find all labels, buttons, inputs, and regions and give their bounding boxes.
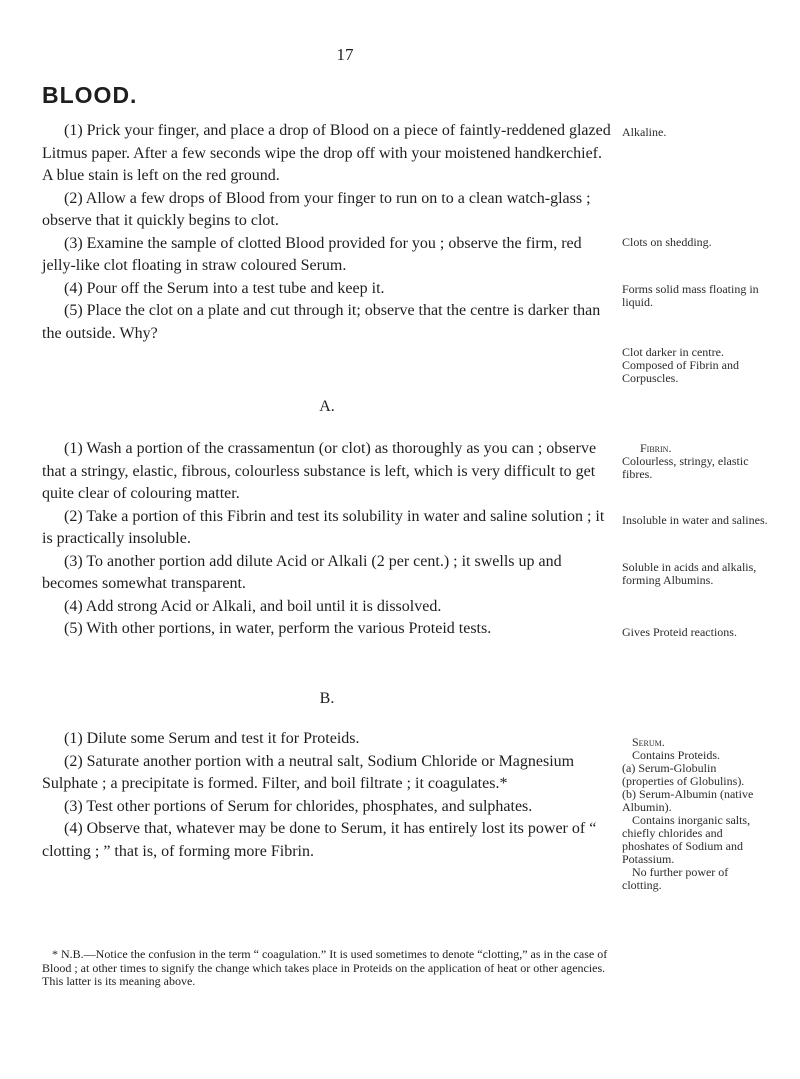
paragraph: (3) Examine the sample of clotted Blood provided for you ; observe the firm, red jelly-like clot floating in straw coloured Serum. [42,234,582,274]
margin-note-no-further: No further power of clotting. [622,865,729,892]
margin-note-serum-line: Contains Proteids. [632,748,721,762]
paragraph: (5) Place the clot on a plate and cut through it; observe that the centre is darker than the outside. Why? [42,302,601,342]
paragraph: (1) Wash a portion of the crassamentun (or clot) as thoroughly as you can ; observe that a stringy, elastic, fibrous, colourless substance is left, which is very difficult to get quite clear of colouring matter. [42,440,597,502]
margin-note-gives: Gives Proteid reactions. [622,625,737,639]
paragraph: (2) Saturate another portion with a neutral salt, Sodium Chloride or Magnesium Sulphate ; a precipitate is formed. Filter, and boil filtrate ; it coagulates.* [42,752,575,792]
section-b-paragraphs [42,728,612,863]
paragraph: (4) Add strong Acid or Alkali, and boil until it is dissolved. [64,597,442,615]
section-heading-a: A. [319,398,335,415]
footnote [42,948,612,989]
paragraph: (3) To another portion add dilute Acid or Alkali (2 per cent.) ; it swells up and becomes somewhat transparent. [42,552,562,592]
margin-note-fibrin-desc: Colourless, stringy, elastic fibres. [622,454,749,481]
margin-note-alkaline: Alkaline. [622,125,667,139]
paragraph: (3) Test other portions of Serum for chlorides, phosphates, and sulphates. [64,797,533,815]
section-heading-b: B. [319,690,335,707]
paragraph: (5) With other portions, in water, perform the various Proteid tests. [64,620,492,637]
paragraph: (4) Pour off the Serum into a test tube and keep it. [64,279,385,297]
margin-note-serum [622,736,770,892]
margin-heading-fibrin: Fibrin. [640,441,672,455]
footnote-text: * N.B.—Notice the confusion in the term “ coagulation.” It is used sometimes to denote “clotting,” as in the case of Blood ; at other times to signify the change which takes place in Proteids on the application of heat or other agencies. This latter is its meaning above. [42,947,608,988]
margin-note-serum-b: (b) Serum-Albumin (native Albumin). [622,787,754,814]
paragraph: (1) Prick your finger, and place a drop of Blood on a piece of faintly-reddened glazed Litmus paper. After a few seconds wipe the drop off with your moistened handkerchief. A blue stain is left on the red ground. [42,122,611,184]
margin-note-serum-a: (a) Serum-Globulin (properties of Globulins). [622,761,745,788]
paragraph: (2) Allow a few drops of Blood from your finger to run on to a clean watch-glass ; observe that it quickly begins to clot. [42,189,591,229]
chapter-title: BLOOD. [42,82,138,108]
margin-heading-serum: Serum. [632,735,665,749]
margin-note-soluble: Soluble in acids and alkalis, forming Albumins. [622,560,757,587]
page-number: 17 [336,45,354,64]
paragraph: (4) Observe that, whatever may be done to Serum, it has entirely lost its power of “ clotting ; ” that is, of forming more Fibrin. [42,820,597,860]
section-a-paragraphs [42,438,612,641]
intro-paragraphs [42,120,612,345]
paragraph: (2) Take a portion of this Fibrin and test its solubility in water and saline solution ; it is practically insoluble. [42,507,605,547]
margin-note-fibrin [622,442,770,481]
margin-note-forms-solid: Forms solid mass floating in liquid. [622,282,759,309]
margin-note-clot-darker: Clot darker in centre. Composed of Fibrin and Corpuscles. [622,345,739,385]
margin-note-insoluble: Insoluble in water and salines. [622,513,768,527]
margin-note-serum-inorganic: Contains inorganic salts, chiefly chlorides and phoshates of Sodium and Potassium. [622,813,751,866]
paragraph: (1) Dilute some Serum and test it for Proteids. [64,730,360,747]
margin-note-clots: Clots on shedding. [622,235,712,249]
